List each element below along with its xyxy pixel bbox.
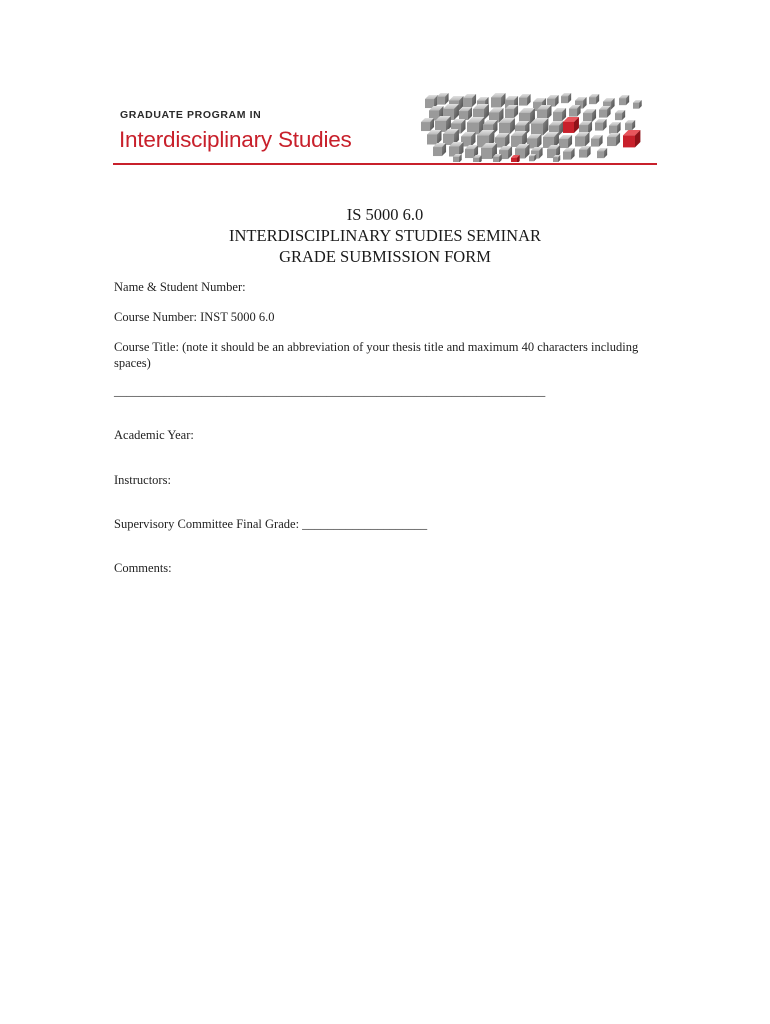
cube-face bbox=[589, 97, 596, 104]
cube-face bbox=[463, 98, 472, 107]
cube-face bbox=[609, 126, 617, 134]
cube-face bbox=[433, 147, 442, 156]
cube-face bbox=[511, 158, 517, 162]
program-line: GRADUATE PROGRAM IN bbox=[120, 109, 262, 121]
cube-face bbox=[559, 139, 568, 148]
cube-face bbox=[437, 97, 445, 105]
cube-face bbox=[623, 135, 635, 147]
cube-face bbox=[579, 150, 587, 158]
seminar-heading: INTERDISCIPLINARY STUDIES SEMINAR bbox=[229, 226, 541, 245]
form-title bbox=[0, 204, 770, 267]
cube-face bbox=[499, 123, 510, 134]
cube-face bbox=[561, 96, 568, 103]
cube-face bbox=[619, 98, 626, 105]
cube-face bbox=[553, 112, 562, 121]
cube-face bbox=[465, 149, 474, 158]
cube-face bbox=[473, 158, 479, 162]
cube-face bbox=[591, 139, 599, 147]
form-name-heading: GRADE SUBMISSION FORM bbox=[279, 247, 491, 266]
course-title-field: Course Title: (note it should be an abbreviation of your thesis title and maximum 40 characters including spaces) bbox=[114, 340, 639, 370]
letterhead bbox=[113, 92, 657, 165]
cube-face bbox=[453, 157, 459, 162]
cube-face bbox=[553, 157, 558, 162]
cube-face bbox=[625, 123, 632, 130]
cube-face bbox=[615, 113, 622, 120]
cube-face bbox=[421, 122, 430, 131]
header-rule bbox=[113, 163, 657, 165]
cube-face bbox=[529, 156, 534, 161]
cube-face bbox=[563, 122, 574, 133]
cube-face bbox=[607, 137, 616, 146]
name-student-number-field: Name & Student Number: bbox=[114, 280, 246, 294]
course-code-heading: IS 5000 6.0 bbox=[346, 205, 424, 224]
cube-face bbox=[563, 152, 571, 160]
cube-face bbox=[425, 99, 434, 108]
cube-face bbox=[491, 98, 501, 108]
cube-face bbox=[575, 137, 585, 147]
comments-field: Comments: bbox=[114, 561, 172, 575]
cube-face bbox=[599, 110, 607, 118]
cube-face bbox=[505, 109, 514, 118]
cube-cluster-icon bbox=[413, 92, 657, 162]
cube-face bbox=[569, 109, 577, 117]
instructors-field: Instructors: bbox=[114, 473, 171, 487]
cube-face bbox=[595, 123, 603, 131]
cube-face bbox=[633, 103, 639, 109]
course-number-field: Course Number: INST 5000 6.0 bbox=[114, 310, 275, 324]
academic-year-field: Academic Year: bbox=[114, 428, 194, 442]
cube-face bbox=[481, 148, 492, 159]
cube-face bbox=[531, 123, 543, 135]
cube-face bbox=[427, 135, 437, 145]
supervisory-grade-field: Supervisory Committee Final Grade: ____________________ bbox=[114, 517, 428, 531]
program-name: Interdisciplinary Studies bbox=[119, 127, 352, 152]
cube-face bbox=[519, 98, 527, 106]
course-title-blank-line: _____________________________________________________________________ bbox=[114, 384, 546, 398]
cube-face bbox=[583, 113, 592, 122]
cube-face bbox=[459, 111, 468, 120]
cube-face bbox=[597, 151, 604, 158]
cube-face bbox=[493, 157, 499, 162]
